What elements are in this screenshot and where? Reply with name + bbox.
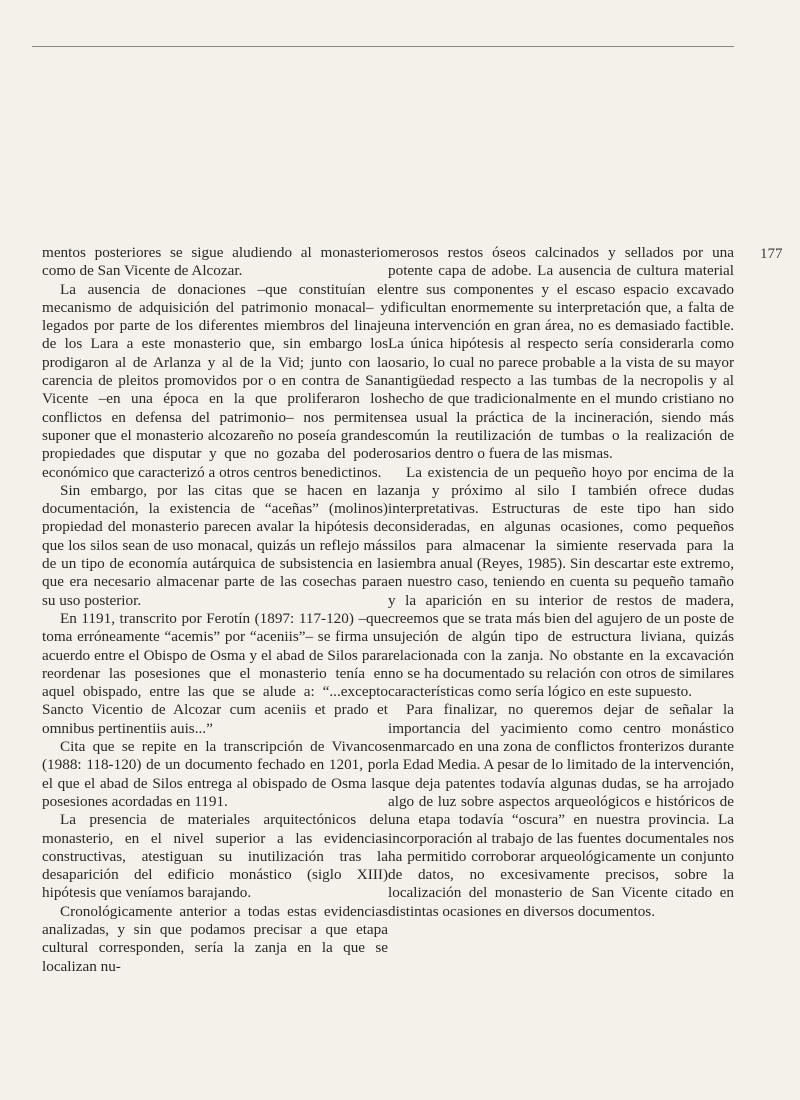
paragraph: Cita que se repite en la transcripción de Vivancos (1988: 118-120) de un documento fechado en 1201, por el que el abad de Silos entrega al obispado de Osma las posesiones acordadas en 1191. bbox=[42, 738, 388, 810]
paragraph: Para finalizar, no queremos dejar de señalar la importancia del yacimiento como centro monástico enmarcado en una zona de conflictos fronterizos durante la Edad Media. A pesar de lo limitado de la intervención, que deja patentes todavía algunas dudas, se ha arrojado algo de luz sobre aspectos arqueológicos e históricos de una etapa todavía “oscura” en nuestra provincia. La incorporación al trabajo de las fuentes documentales nos ha permitido corroborar arqueológicamente un conjunto de datos, no excesivamente precisos, sobre la localización del monasterio de San Vicente citado en distintas ocasiones en diversos documentos. bbox=[388, 701, 734, 920]
paragraph: La ausencia de donaciones –que constituían el mecanismo de adquisición del patrimonio monacal– y legados por parte de los diferentes miembros del linaje de los Lara a este monasterio que, sin embargo los prodigaron al de Arlanza y al de la Vid; junto con la carencia de pleitos promovidos por o en contra de San Vicente –en una época en la que proliferaron los conflictos en defensa del patrimonio– nos permiten suponer que el monasterio alcozareño no poseía grandes propiedades que disputar y que no gozaba del poder económico que caracterizó a otros centros benedictinos. bbox=[42, 280, 388, 481]
paragraph: La presencia de materiales arquitectónicos del monasterio, en el nivel superior a las evidencias constructivas, atestiguan su inutilización tras la desaparición del edificio monástico (siglo XIII) hipótesis que veníamos barajando. bbox=[42, 811, 388, 902]
paragraph: Cronológicamente anterior a todas estas evidencias analizadas, y sin que podamos precisar a que etapa cultural corresponden, sería la zanja en la que se localizan nu- bbox=[42, 902, 388, 975]
right-column bbox=[388, 244, 734, 921]
paragraph: mentos posteriores se sigue aludiendo al monasterio como de San Vicente de Alcozar. bbox=[42, 244, 388, 280]
left-column bbox=[42, 244, 388, 976]
paragraph: En 1191, transcrito por Ferotín (1897: 117-120) –que toma erróneamente “acemis” por “aceniis”– se firma un acuerdo entre el Obispo de Osma y el abad de Silos para reordenar las posesiones que el monasterio tenía en aquel obispado, entre las que se alude a: “...excepto Sancto Vicentio de Alcozar cum aceniis et prado et omnibus pertinentiis auis...” bbox=[42, 609, 388, 737]
paragraph: Sin embargo, por las citas que se hacen en la documentación, la existencia de “aceñas” (molinos) propiedad del monasterio parecen avalar la hipótesis de que los silos sean de uso monacal, quizás un reflejo más de un tipo de economía autárquica de subsistencia en la que era necesario almacenar parte de las cosechas para su uso posterior. bbox=[42, 481, 388, 609]
header-rule bbox=[32, 46, 734, 47]
paragraph: merosos restos óseos calcinados y sellados por una potente capa de adobe. La ausencia de cultura material entre sus componentes y el escaso espacio excavado dificultan enormemente su interpretación que, a falta de una intervención en gran área, no es demasiado factible. La única hipótesis al respecto sería considerarla como osario, lo cual no parece probable a la vista de su mayor antigüedad respecto a las tumbas de la necropolis y al hecho de que tradicionalmente en el mundo cristiano no sea usual la práctica de la incineración, siendo más común la reutilización de tumbas o la realización de osarios dentro o fuera de las mismas. bbox=[388, 244, 734, 463]
page-number: 177 bbox=[760, 246, 783, 262]
paragraph: La existencia de un pequeño hoyo por encima de la zanja y próximo al silo I también ofrece dudas interpretativas. Estructuras de este tipo han sido consideradas, en algunas ocasiones, como pequeños silos para almacenar la simiente reservada para la siembra anual (Reyes, 1985). Sin descartar este extremo, en nuestro caso, teniendo en cuenta su pequeño tamaño y la aparición en su interior de restos de madera, creemos que se trata más bien del agujero de un poste de sujeción de algún tipo de estructura liviana, quizás relacionada con la zanja. No obstante en la excavación no se ha documentado su relación con otros de similares características como sería lógico en este supuesto. bbox=[388, 463, 734, 701]
